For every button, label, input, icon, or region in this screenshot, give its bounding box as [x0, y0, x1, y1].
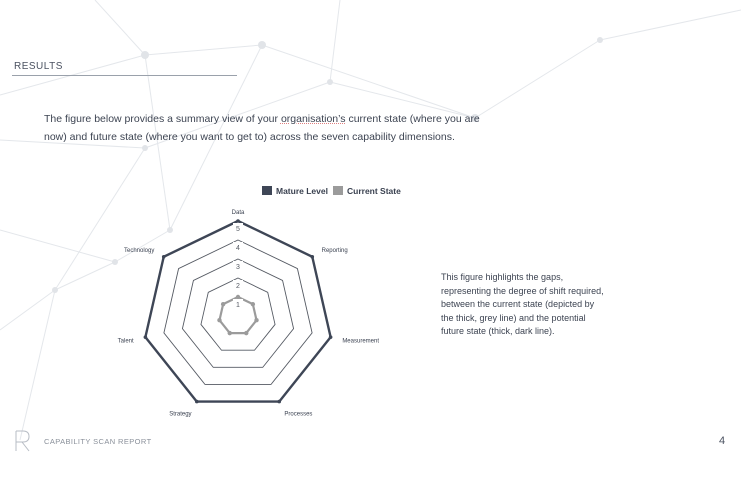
tick-label-1: 1	[236, 302, 240, 309]
series-point-1-1	[251, 302, 255, 306]
series-point-0-4	[195, 400, 199, 404]
radar-category-labels	[118, 210, 380, 418]
legend-label-0: Mature Level	[276, 186, 328, 196]
series-point-0-5	[144, 335, 148, 339]
series-point-1-0	[236, 295, 240, 299]
tick-label-2: 2	[236, 283, 240, 290]
category-label-talent: Talent	[117, 338, 134, 345]
intro-text-underlined: organisation’s	[280, 113, 346, 125]
series-point-1-4	[228, 331, 232, 335]
series-point-0-1	[310, 255, 314, 259]
series-point-0-2	[329, 335, 333, 339]
category-label-strategy: Strategy	[169, 411, 192, 418]
radar-chart	[117, 180, 420, 418]
series-point-0-6	[162, 255, 166, 259]
category-label-reporting: Reporting	[321, 247, 348, 254]
series-point-0-0	[236, 219, 240, 223]
tick-label-4: 4	[236, 245, 240, 252]
series-point-0-3	[277, 400, 281, 404]
series-point-1-5	[217, 318, 221, 322]
category-label-data: Data	[231, 210, 245, 216]
legend-swatch-0	[262, 186, 272, 195]
chart-description: This figure highlights the gaps, representing the degree of shift required, between the current state (depicted by the thick, grey line) and the potential future state (thick, dark line).	[441, 272, 604, 336]
chart-legend	[262, 186, 401, 196]
tick-label-5: 5	[236, 226, 240, 233]
category-label-measurement: Measurement	[342, 338, 380, 345]
category-label-processes: Processes	[284, 411, 313, 418]
legend-swatch-1	[333, 186, 343, 195]
series-point-1-2	[254, 318, 258, 322]
intro-paragraph	[44, 110, 494, 146]
legend-label-1: Current State	[347, 186, 401, 196]
intro-text-before: The figure below provides a summary view of your	[44, 113, 281, 125]
r-monogram-logo-icon	[14, 430, 32, 452]
page-number: 4	[719, 435, 726, 447]
footer-report-title: CAPABILITY SCAN REPORT	[44, 437, 152, 446]
intro-text-after: current state (where you are now) and future state (where you want to get to) across the seven capability dimensions.	[44, 113, 480, 143]
category-label-technology: Technology	[123, 247, 155, 254]
series-point-1-3	[244, 331, 248, 335]
tick-label-3: 3	[236, 264, 240, 271]
grid-ring-3	[182, 259, 293, 367]
section-title: RESULTS	[14, 61, 63, 72]
series-point-1-6	[221, 302, 225, 306]
section-divider	[12, 75, 237, 76]
